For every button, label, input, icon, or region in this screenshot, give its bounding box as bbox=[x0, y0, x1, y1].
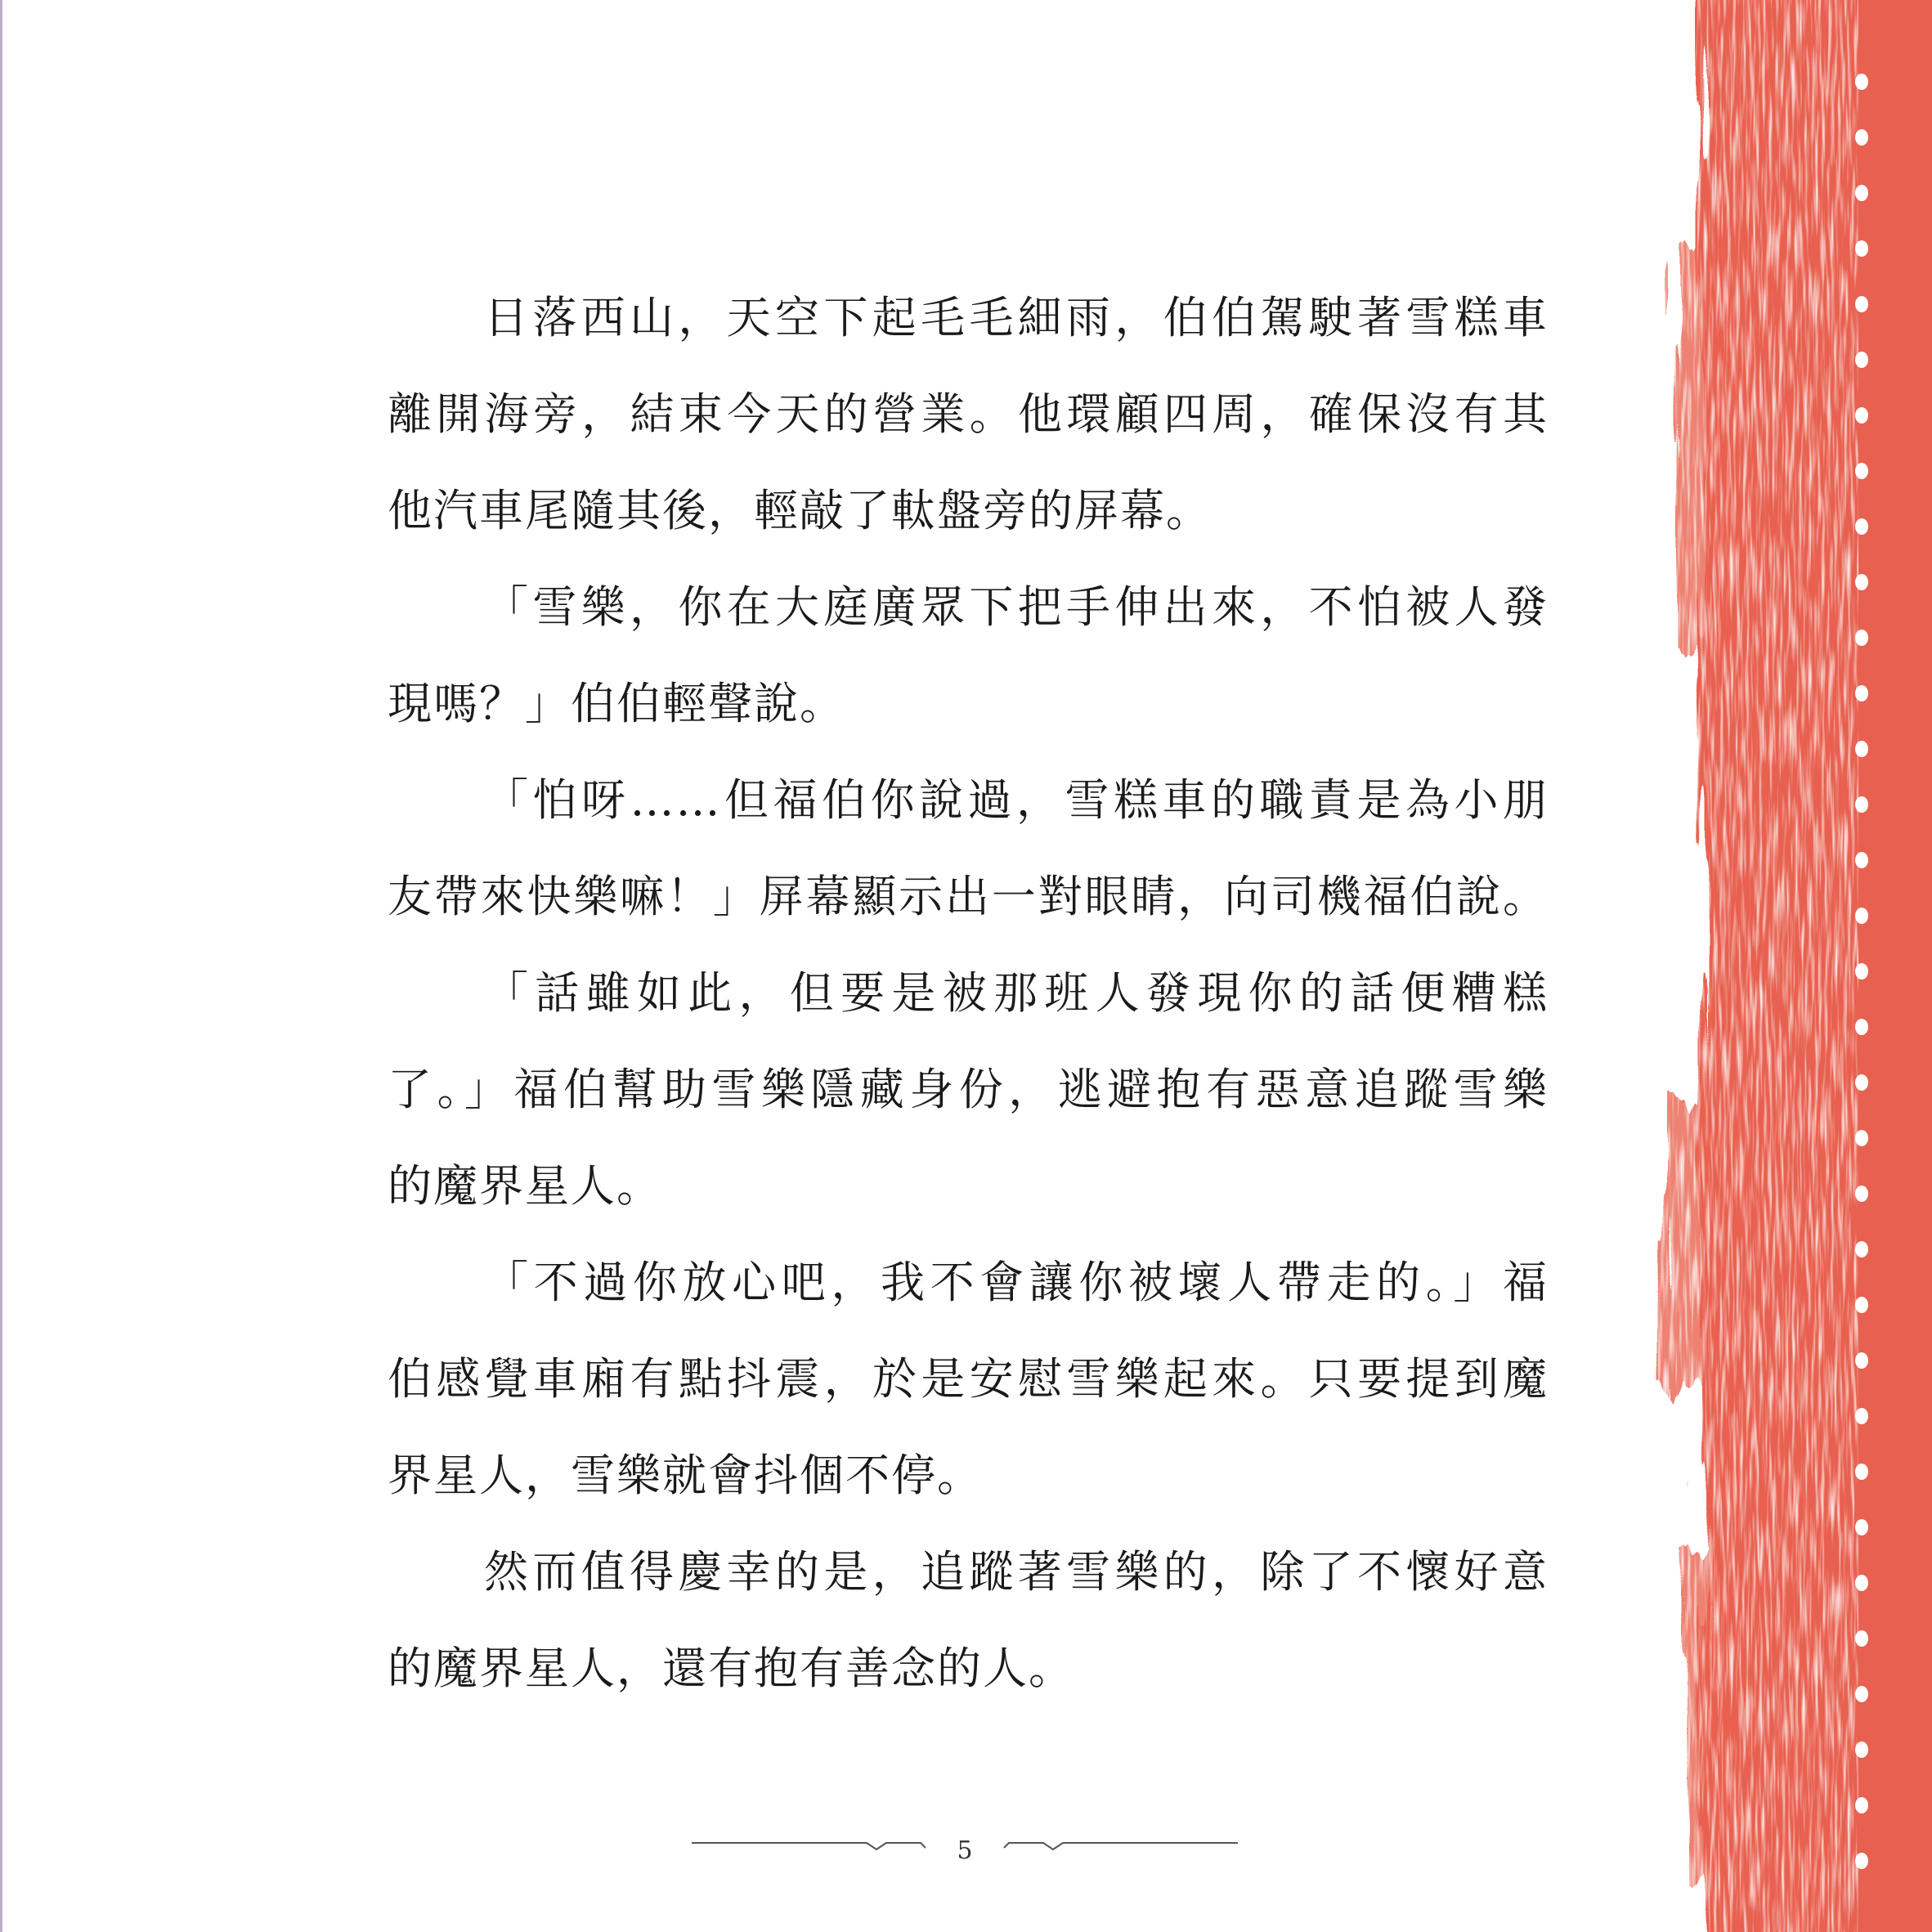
perforation-dot bbox=[1855, 1352, 1868, 1369]
perforation-dot bbox=[1855, 1630, 1868, 1647]
page-edge bbox=[0, 0, 2, 1932]
story-line: 現嗎？」伯伯輕聲說。 bbox=[388, 678, 845, 729]
page-number: 5 bbox=[957, 1836, 973, 1865]
story-line: 「怕呀……但福伯你說過，雪糕車的職責是為小朋 bbox=[484, 774, 1549, 826]
perforation-dot bbox=[1855, 796, 1868, 813]
perforation-dot bbox=[1855, 630, 1868, 646]
perforation-dot bbox=[1855, 741, 1868, 757]
perforation-dot bbox=[1855, 1686, 1868, 1702]
story-line: 友帶來快樂嘛！」屏幕顯示出一對眼睛，向司機福伯說。 bbox=[388, 871, 1549, 922]
perforation-dot bbox=[1855, 463, 1868, 479]
perforation-dot bbox=[1855, 852, 1868, 868]
perforation-dot bbox=[1855, 1130, 1868, 1146]
perforation-dot bbox=[1855, 1797, 1868, 1813]
perforation-dot bbox=[1855, 185, 1868, 201]
perforation-dot bbox=[1855, 518, 1868, 535]
perforation-dot bbox=[1855, 1074, 1868, 1091]
perforation-dot bbox=[1855, 963, 1868, 979]
perforation-dot bbox=[1855, 352, 1868, 368]
story-line: 「不過你放心吧，我不會讓你被壞人帶走的。」福 bbox=[484, 1257, 1549, 1308]
story-line: 他汽車尾隨其後，輕敲了軚盤旁的屏幕。 bbox=[388, 485, 1212, 536]
perforation-dot bbox=[1855, 1853, 1868, 1869]
perforation-dot bbox=[1855, 1186, 1868, 1202]
perforation-dot bbox=[1855, 1408, 1868, 1424]
perforation-dot bbox=[1855, 1575, 1868, 1591]
perforation-dot bbox=[1855, 296, 1868, 312]
perforation-dot bbox=[1855, 574, 1868, 590]
perforation-dot bbox=[1855, 129, 1868, 146]
perforation-dot bbox=[1855, 1464, 1868, 1480]
red-brush-strip bbox=[1652, 0, 1932, 1932]
story-line: 「雪樂，你在大庭廣眾下把手伸出來，不怕被人發 bbox=[484, 581, 1549, 633]
perforation-dot bbox=[1855, 407, 1868, 424]
story-line: 「話雖如此，但要是被那班人發現你的話便糟糕 bbox=[484, 967, 1549, 1019]
page-footer bbox=[687, 1823, 1243, 1889]
perforation-dot bbox=[1855, 1297, 1868, 1313]
story-line: 伯感覺車廂有點抖震，於是安慰雪樂起來。只要提到魔 bbox=[388, 1353, 1549, 1405]
perforation-dot bbox=[1855, 74, 1868, 90]
story-line: 離開海旁，結束今天的營業。他環顧四周，確保沒有其 bbox=[388, 388, 1549, 440]
perforation-dot bbox=[1855, 240, 1868, 257]
story-line: 的魔界星人，還有抱有善念的人。 bbox=[388, 1643, 1074, 1694]
perforation-dot bbox=[1855, 1519, 1868, 1535]
story-line: 的魔界星人。 bbox=[388, 1160, 662, 1212]
story-line: 了。」福伯幫助雪樂隱藏身份，逃避抱有惡意追蹤雪樂 bbox=[388, 1064, 1549, 1115]
perforation-dot bbox=[1855, 1241, 1868, 1257]
perforation-dot bbox=[1855, 1741, 1868, 1758]
perforation-dot bbox=[1855, 908, 1868, 924]
story-line: 然而值得慶幸的是，追蹤著雪樂的，除了不懷好意 bbox=[484, 1546, 1549, 1598]
story-text bbox=[388, 270, 1549, 1717]
perforation-dot bbox=[1855, 685, 1868, 702]
story-line: 日落西山，天空下起毛毛細雨，伯伯駕駛著雪糕車 bbox=[484, 292, 1549, 343]
story-line: 界星人，雪樂就會抖個不停。 bbox=[388, 1450, 983, 1501]
perforation-dot bbox=[1855, 1019, 1868, 1035]
